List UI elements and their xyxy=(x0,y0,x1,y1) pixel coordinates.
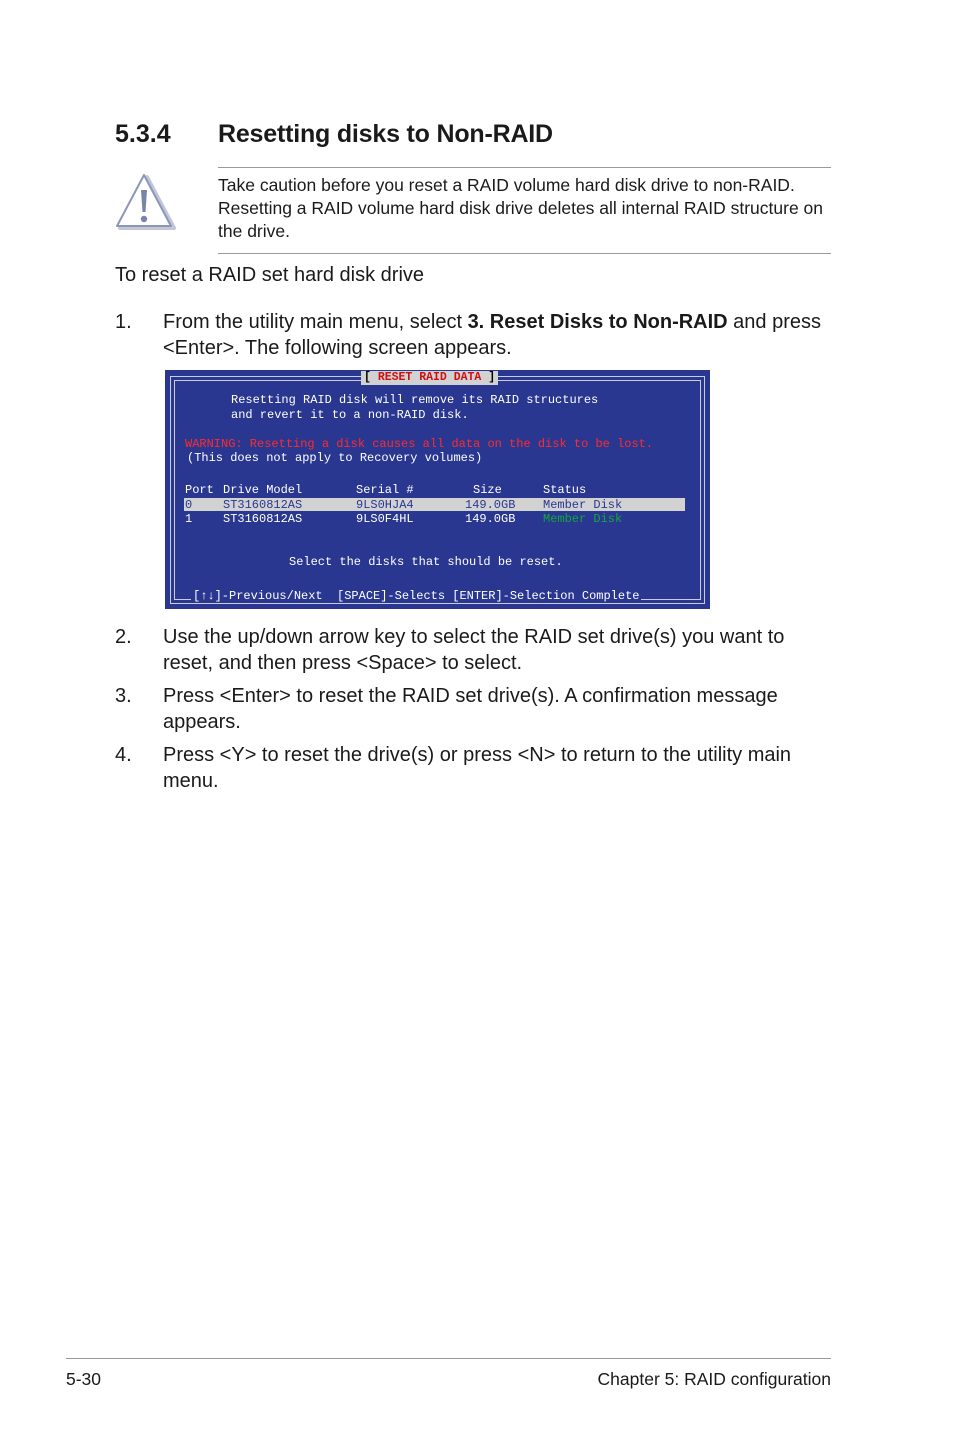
row-0-port[interactable]: 0 xyxy=(185,498,193,512)
caution-text: Take caution before you reset a RAID volume hard disk drive to non-RAID. Resetting a RAID volume hard disk drive deletes all internal RAID structure on the drive. xyxy=(218,175,823,241)
step-1-number: 1. xyxy=(115,311,132,333)
column-header-status: Status xyxy=(543,483,587,497)
screen-key-help: [↑↓]-Previous/Next [SPACE]-Selects [ENTER]-Selection Complete xyxy=(193,589,640,603)
menu-option-reset: 3. Reset Disks to Non-RAID xyxy=(467,311,728,333)
reset-raid-data-screen xyxy=(165,370,710,609)
screen-line-1: Resetting RAID disk will remove its RAID structures xyxy=(231,393,599,407)
caution-top-rule xyxy=(218,167,831,168)
caution-bottom-rule xyxy=(218,253,831,254)
step-4-number: 4. xyxy=(115,744,132,766)
row-0-model[interactable]: ST3160812AS xyxy=(223,498,303,512)
step-4-text: Press <Y> to reset the drive(s) or press <N> to return to the utility main menu. xyxy=(163,744,792,792)
section-number: 5.3.4 xyxy=(115,120,171,148)
row-1-serial[interactable]: 9LS0F4HL xyxy=(356,512,414,526)
row-1-port[interactable]: 1 xyxy=(185,512,193,526)
column-header-port: Port xyxy=(185,483,214,497)
row-0-status[interactable]: Member Disk xyxy=(543,498,623,512)
screen-title: [ RESET RAID DATA ] xyxy=(361,371,498,385)
footer-rule xyxy=(66,1358,831,1359)
column-header-serial: Serial # xyxy=(356,483,414,497)
section-title: Resetting disks to Non-RAID xyxy=(218,120,553,148)
row-0-serial[interactable]: 9LS0HJA4 xyxy=(356,498,414,512)
screen-note: (This does not apply to Recovery volumes) xyxy=(187,451,483,465)
column-header-model: Drive Model xyxy=(223,483,303,497)
screen-line-2: and revert it to a non-RAID disk. xyxy=(231,408,469,422)
row-1-size[interactable]: 149.0GB xyxy=(465,512,516,526)
intro-text: To reset a RAID set hard disk drive xyxy=(115,264,425,286)
row-1-status[interactable]: Member Disk xyxy=(543,512,623,526)
step-2-number: 2. xyxy=(115,626,132,648)
row-1-model[interactable]: ST3160812AS xyxy=(223,512,303,526)
screen-prompt: Select the disks that should be reset. xyxy=(289,555,563,569)
chapter-title: Chapter 5: RAID configuration xyxy=(597,1369,831,1389)
step-2-text: Use the up/down arrow key to select the RAID set drive(s) you want to reset, and then press <Space> to select. xyxy=(163,626,785,674)
step-3-text: Press <Enter> to reset the RAID set drive(s). A confirmation message appears. xyxy=(163,685,778,733)
step-1-text: From the utility main menu, select 3. Reset Disks to Non-RAID and press <Enter>. The following screen appears. xyxy=(163,311,822,359)
screen-warning: WARNING: Resetting a disk causes all data on the disk to be lost. xyxy=(185,437,654,451)
warning-triangle-icon xyxy=(115,172,177,232)
page-number: 5-30 xyxy=(66,1369,102,1389)
column-header-size: Size xyxy=(473,483,502,497)
step-3-number: 3. xyxy=(115,685,132,707)
row-0-size[interactable]: 149.0GB xyxy=(465,498,516,512)
